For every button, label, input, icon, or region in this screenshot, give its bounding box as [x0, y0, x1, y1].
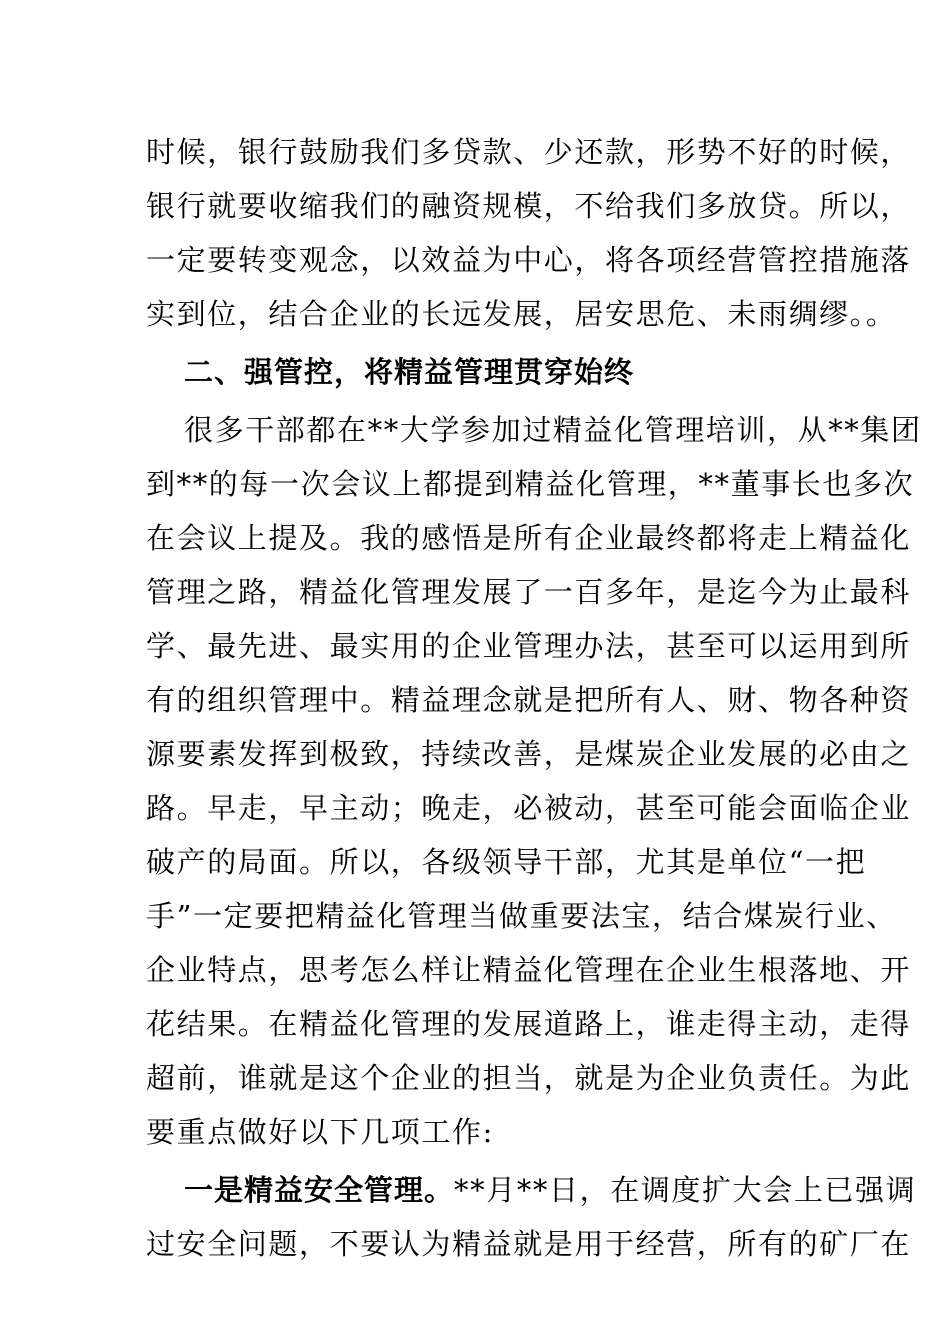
text-line: 管理之路，精益化管理发展了一百多年，是迄今为止最科	[146, 575, 912, 609]
text-line: 要重点做好以下几项工作:	[146, 1115, 494, 1149]
text-line: 学、最先进、最实用的企业管理办法，甚至可以运用到所	[146, 629, 912, 663]
text-line: 一定要转变观念，以效益为中心，将各项经营管控措施落	[146, 243, 912, 277]
text-line: 有的组织管理中。精益理念就是把所有人、财、物各种资	[146, 683, 912, 717]
text-line: 到**的每一次会议上都提到精益化管理，**董事长也多次	[146, 467, 915, 501]
text-line: 超前，谁就是这个企业的担当，就是为企业负责任。为此	[146, 1061, 912, 1095]
text-line: 路。早走，早主动；晚走，必被动，甚至可能会面临企业	[146, 791, 912, 825]
section-heading: 二、强管控，将精益管理贯穿始终	[184, 355, 635, 389]
text-line: 破产的局面。所以，各级领导干部，尤其是单位“一把	[146, 845, 867, 879]
paragraph-3	[146, 1163, 917, 1271]
paragraph-1	[146, 125, 912, 341]
text-line: 手”一定要把精益化管理当做重要法宝，结合煤炭行业、	[146, 899, 897, 933]
text-line: 源要素发挥到极致，持续改善，是煤炭企业发展的必由之	[146, 737, 912, 771]
paragraph-lead-rest: **月**日，在调度扩大会上已强调	[454, 1173, 917, 1207]
text-line: 实到位，结合企业的长远发展，居安思危、未雨绸缪。。	[146, 297, 897, 331]
text-line: 花结果。在精益化管理的发展道路上，谁走得主动，走得	[146, 1007, 912, 1041]
text-line: 很多干部都在**大学参加过精益化管理培训，从**集团	[184, 413, 922, 447]
text-line: 时候，银行鼓励我们多贷款、少还款，形势不好的时候，	[146, 135, 912, 169]
text-line	[146, 1163, 917, 1217]
document-body	[146, 125, 922, 1271]
paragraph-lead: 一是精益安全管理。	[184, 1173, 455, 1207]
text-line: 在会议上提及。我的感悟是所有企业最终都将走上精益化	[146, 521, 912, 555]
paragraph-2	[146, 403, 922, 1159]
text-line: 银行就要收缩我们的融资规模，不给我们多放贷。所以，	[146, 189, 912, 223]
text-line: 企业特点，思考怎么样让精益化管理在企业生根落地、开	[146, 953, 912, 987]
text-line: 过安全问题，不要认为精益就是用于经营，所有的矿厂在	[146, 1227, 912, 1261]
